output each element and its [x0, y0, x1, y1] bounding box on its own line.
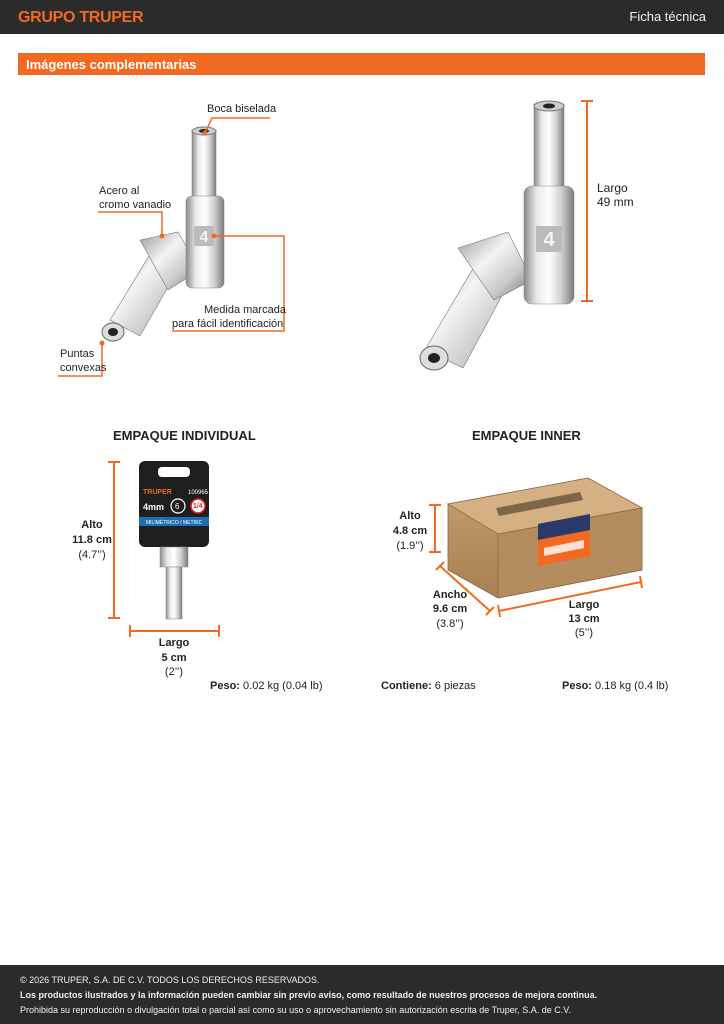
callout-puntas-line1: Puntas — [60, 348, 95, 360]
callout-medida-line1: Medida marcada — [204, 304, 286, 316]
inner-contiene-value: 6 piezas — [434, 680, 476, 692]
individual-package — [139, 461, 209, 619]
inner-peso-label: Peso: — [562, 680, 592, 692]
card-metric-strip: MILIMÉTRICO / METRIC — [146, 520, 203, 526]
individual-largo-label: Largo — [158, 637, 190, 649]
inner-peso-value: 0.18 kg (0.4 lb) — [595, 680, 669, 692]
inner-contiene-label: Contiene: — [381, 680, 432, 692]
largo-label: Largo — [597, 181, 628, 195]
inner-ancho-label: Ancho — [432, 589, 468, 601]
inner-largo-in: (5’’) — [574, 627, 594, 639]
socket-standing-right — [524, 101, 574, 304]
individual-largo-in: (2’’) — [164, 666, 184, 678]
callout-medida-line2: para fácil identificación — [172, 318, 284, 330]
card-brand: TRUPER — [143, 489, 172, 496]
callout-acero-line2: cromo vanadio — [99, 199, 172, 211]
svg-text:4: 4 — [543, 229, 555, 251]
footer-copyright: © 2026 TRUPER, S.A. DE C.V. TODOS LOS DERECHOS RESERVADOS. — [20, 975, 320, 985]
brand-logo: GRUPO TRUPER — [18, 9, 144, 26]
individual-package-heading: EMPAQUE INDIVIDUAL — [113, 428, 256, 443]
inner-weight — [562, 679, 668, 693]
inner-box — [448, 478, 642, 598]
individual-peso-value: 0.02 kg (0.04 lb) — [243, 680, 323, 692]
card-code: 100965 — [188, 490, 209, 496]
inner-alto-label: Alto — [399, 510, 421, 522]
footer-prohibition: Prohibida su reproducción o divulgación total o parcial así como su uso o aprovechamiento sin autorización escrita de Truper, S.A. de C.V. — [20, 1005, 571, 1015]
inner-ancho-in: (3.8’’) — [436, 618, 464, 630]
callout-puntas-line2: convexas — [60, 362, 107, 374]
individual-alto-label: Alto — [81, 519, 103, 531]
inner-alto-cm: 4.8 cm — [392, 525, 428, 537]
card-hex-points: 6 — [175, 502, 180, 511]
inner-ancho-cm: 9.6 cm — [432, 603, 468, 615]
footer — [0, 965, 724, 1024]
socket-lying-right — [420, 232, 532, 370]
inner-largo-label: Largo — [568, 599, 600, 611]
inner-contents — [381, 679, 476, 693]
socket-standing-left — [186, 127, 224, 288]
inner-alto-in: (1.9’’) — [396, 540, 424, 552]
individual-weight — [210, 679, 323, 693]
inner-package-heading: EMPAQUE INNER — [472, 428, 581, 443]
section-title: Imágenes complementarias — [26, 57, 197, 72]
inner-largo-cm: 13 cm — [568, 613, 600, 625]
individual-alto-cm: 11.8 cm — [72, 534, 112, 546]
largo-value: 49 mm — [597, 195, 634, 209]
card-drive-size: 1/4 — [193, 503, 203, 510]
callout-acero-line1: Acero al — [99, 185, 140, 197]
document-type: Ficha técnica — [629, 9, 706, 24]
svg-text:4: 4 — [199, 229, 209, 246]
individual-alto-in: (4.7’’) — [78, 549, 106, 561]
callout-boca-biselada: Boca biselada — [207, 103, 277, 115]
individual-peso-label: Peso: — [210, 680, 240, 692]
card-size: 4mm — [143, 502, 165, 512]
footer-notice: Los productos ilustrados y la información pueden cambiar sin previo aviso, como resultado de nuestros procesos de mejora continua. — [20, 990, 598, 1000]
individual-largo-cm: 5 cm — [161, 652, 187, 664]
largo-dimension-line — [581, 101, 593, 301]
